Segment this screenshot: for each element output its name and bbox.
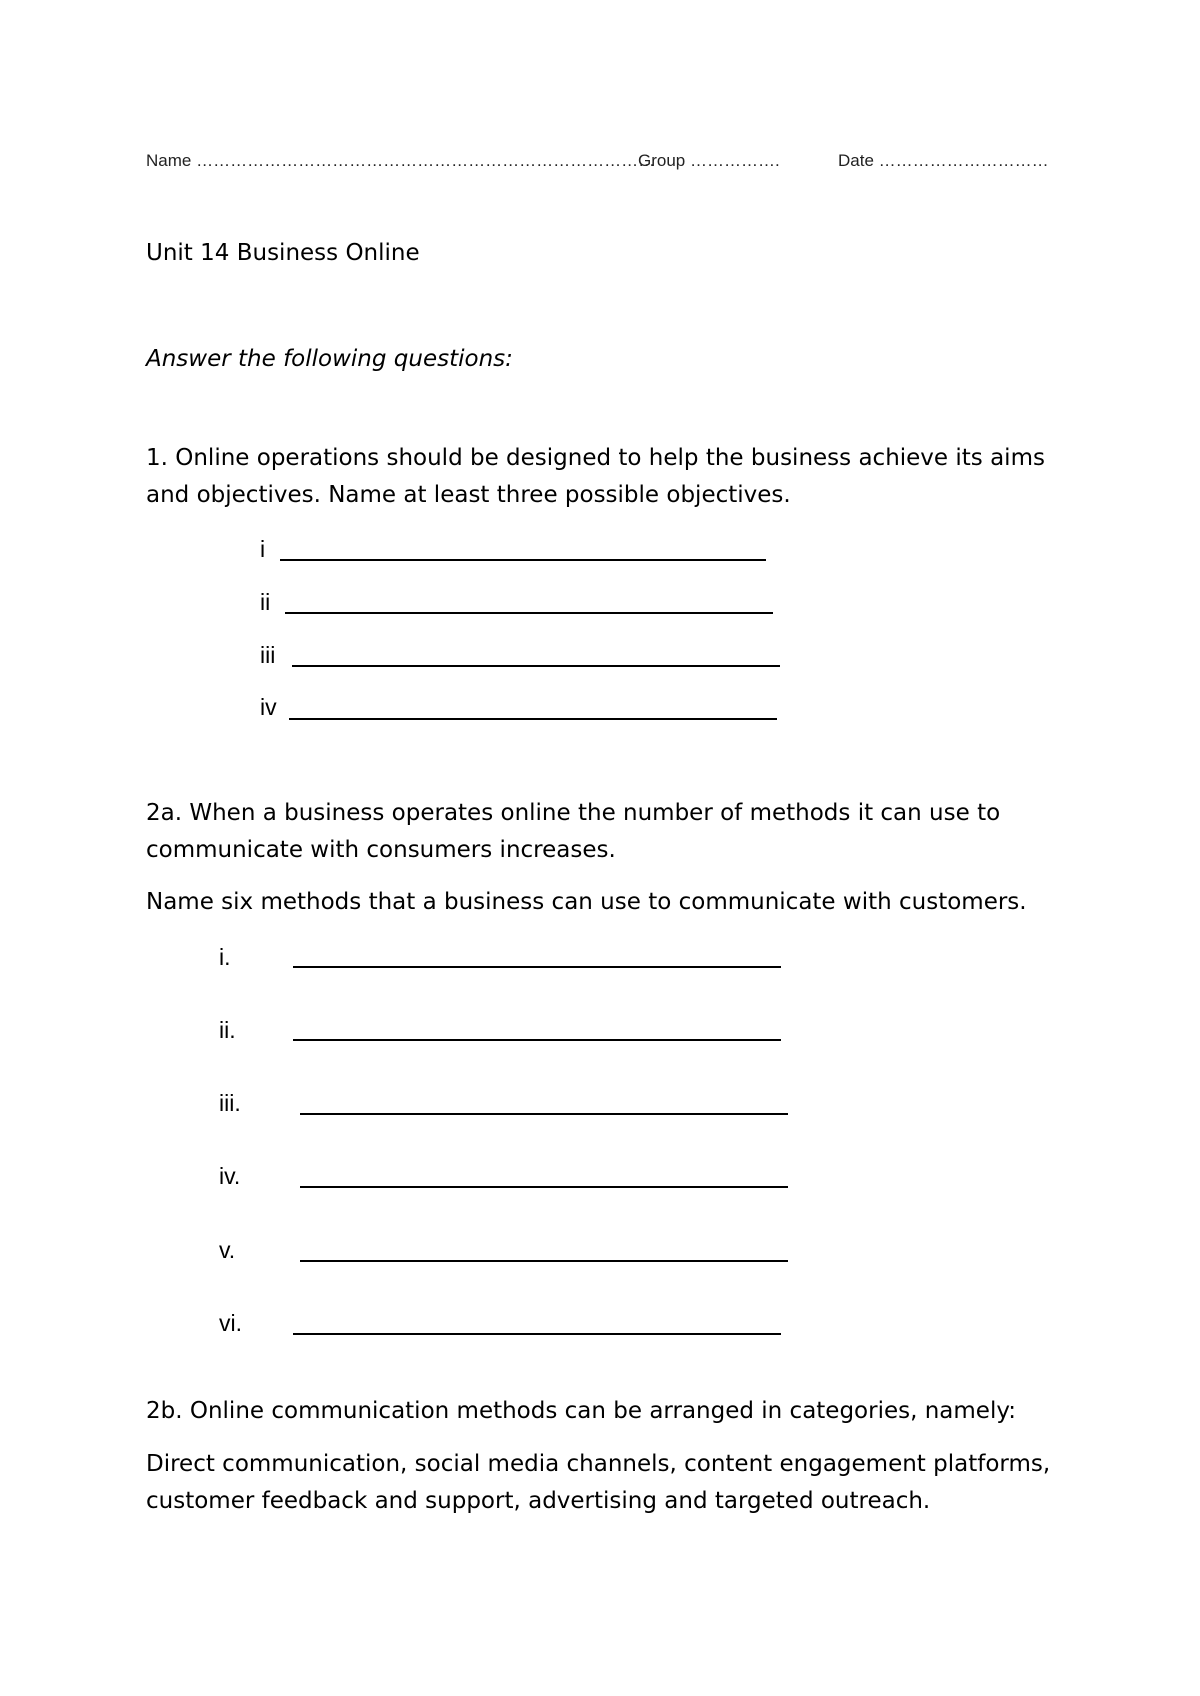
- q1-answer-line-3[interactable]: [292, 665, 780, 667]
- q2a-answer-line-1[interactable]: [293, 966, 781, 968]
- q2a-item-label: iii.: [219, 1090, 241, 1116]
- q2a-answer-line-5[interactable]: [300, 1260, 788, 1262]
- question-2b-text: 2b. Online communication methods can be arranged in categories, namely:: [146, 1398, 1017, 1424]
- q2a-item-label: vi.: [219, 1310, 242, 1336]
- q1-item-label: i: [260, 536, 266, 562]
- instruction-text: Answer the following questions:: [146, 346, 513, 372]
- q2a-item-label: i.: [219, 944, 231, 970]
- q1-answer-line-2[interactable]: [285, 612, 773, 614]
- name-field[interactable]: Name ………………………………………………………………………: [146, 151, 656, 170]
- q2a-item-label: ii.: [219, 1017, 236, 1043]
- q1-item-label: ii: [260, 589, 271, 615]
- q2a-answer-line-6[interactable]: [293, 1333, 781, 1335]
- group-field[interactable]: Group …………….: [638, 151, 780, 170]
- date-field[interactable]: Date …………………………: [838, 151, 1049, 170]
- q2a-answer-line-4[interactable]: [300, 1186, 788, 1188]
- worksheet-title: Unit 14 Business Online: [146, 240, 420, 266]
- q2a-answer-line-3[interactable]: [300, 1113, 788, 1115]
- q2a-item-label: iv.: [219, 1163, 241, 1189]
- question-2a-text: 2a. When a business operates online the number of methods it can use to communicate with consumers increases.: [146, 800, 1001, 863]
- q2a-item-label: v.: [219, 1237, 236, 1263]
- q1-item-label: iii: [260, 642, 276, 668]
- question-2a-prompt: Name six methods that a business can use to communicate with customers.: [146, 889, 1027, 915]
- q1-answer-line-4[interactable]: [289, 718, 777, 720]
- q1-answer-line-1[interactable]: [280, 559, 766, 561]
- question-1-text: 1. Online operations should be designed to help the business achieve its aims and objectives. Name at least three possible objectives.: [146, 445, 1045, 508]
- q1-item-label: iv: [260, 694, 277, 720]
- question-2b-categories: Direct communication, social media channels, content engagement platforms, customer feedback and support, advertising and targeted outreach.: [146, 1451, 1051, 1514]
- q2a-answer-line-2[interactable]: [293, 1039, 781, 1041]
